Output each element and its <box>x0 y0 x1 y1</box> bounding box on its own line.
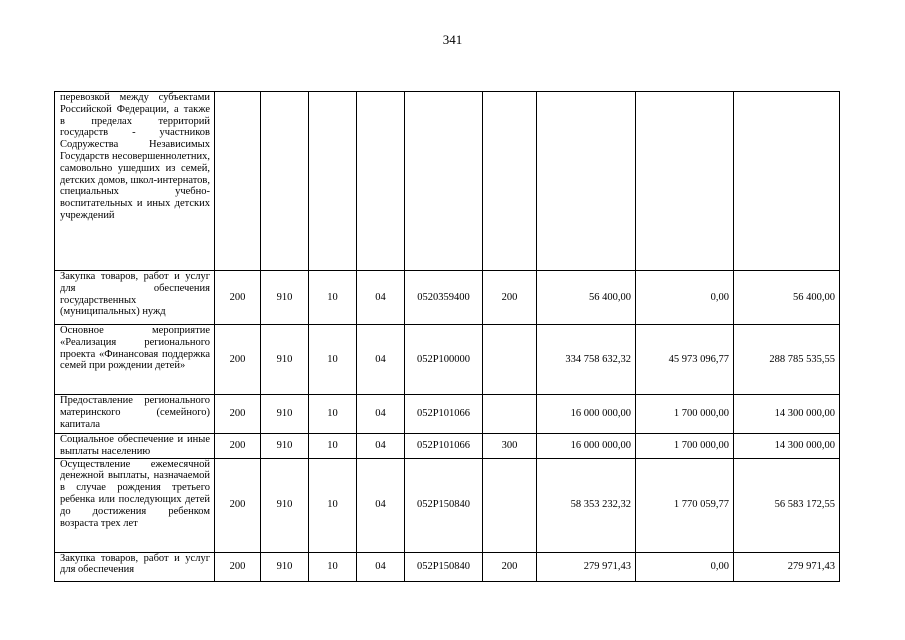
cell-pr: 10 <box>309 395 357 434</box>
cell-ved: 200 <box>215 552 261 581</box>
cell-target-article: 0520359400 <box>405 271 483 325</box>
cell-ved: 200 <box>215 434 261 459</box>
cell-csr: 04 <box>357 434 405 459</box>
cell-target-article: 052P150840 <box>405 552 483 581</box>
cell-pr: 10 <box>309 271 357 325</box>
cell-expense-type: 200 <box>483 552 537 581</box>
cell-expense-type <box>483 458 537 552</box>
cell-ved: 200 <box>215 325 261 395</box>
cell-csr <box>357 92 405 271</box>
cell-target-article: 052P101066 <box>405 395 483 434</box>
cell-pr: 10 <box>309 434 357 459</box>
table-row <box>55 434 840 459</box>
cell-target-article: 052P150840 <box>405 458 483 552</box>
cell-sum-3: 56 400,00 <box>734 271 840 325</box>
row-description: перевозкой между субъектами Российской Федерации, а также в пределах территорий государств - участников Содружества Независимых Государств несовершеннолетних, самовольно ушедших из семей, детских домов, школ-интернатов, специальных учебно-воспитательных и иных детских учреждений <box>55 92 215 271</box>
cell-pr: 10 <box>309 325 357 395</box>
cell-ved: 200 <box>215 458 261 552</box>
cell-sum-2 <box>636 92 734 271</box>
cell-sum-3 <box>734 92 840 271</box>
cell-pr: 10 <box>309 458 357 552</box>
cell-rz: 910 <box>261 325 309 395</box>
cell-rz: 910 <box>261 434 309 459</box>
row-description: Закупка товаров, работ и услуг для обеспечения государственных (муниципальных) нужд <box>55 271 215 325</box>
cell-rz: 910 <box>261 552 309 581</box>
row-description: Закупка товаров, работ и услуг для обеспечения <box>55 552 215 581</box>
cell-sum-1: 16 000 000,00 <box>537 434 636 459</box>
cell-sum-3: 279 971,43 <box>734 552 840 581</box>
cell-expense-type <box>483 325 537 395</box>
row-description: Социальное обеспечение и иные выплаты населению <box>55 434 215 459</box>
cell-csr: 04 <box>357 395 405 434</box>
cell-sum-1: 334 758 632,32 <box>537 325 636 395</box>
cell-rz <box>261 92 309 271</box>
cell-rz: 910 <box>261 395 309 434</box>
cell-target-article: 052P100000 <box>405 325 483 395</box>
cell-expense-type: 200 <box>483 271 537 325</box>
cell-sum-3: 14 300 000,00 <box>734 434 840 459</box>
cell-rz: 910 <box>261 271 309 325</box>
cell-sum-2: 1 700 000,00 <box>636 434 734 459</box>
cell-ved <box>215 92 261 271</box>
cell-ved: 200 <box>215 271 261 325</box>
row-description: Основное мероприятие «Реализация регионального проекта «Финансовая поддержка семей при рождении детей» <box>55 325 215 395</box>
cell-rz: 910 <box>261 458 309 552</box>
cell-sum-1: 16 000 000,00 <box>537 395 636 434</box>
cell-sum-2: 1 770 059,77 <box>636 458 734 552</box>
cell-ved: 200 <box>215 395 261 434</box>
cell-csr: 04 <box>357 458 405 552</box>
cell-sum-3: 14 300 000,00 <box>734 395 840 434</box>
cell-sum-1 <box>537 92 636 271</box>
table-row <box>55 271 840 325</box>
table-row <box>55 552 840 581</box>
cell-csr: 04 <box>357 552 405 581</box>
cell-sum-2: 45 973 096,77 <box>636 325 734 395</box>
cell-target-article <box>405 92 483 271</box>
cell-target-article: 052P101066 <box>405 434 483 459</box>
budget-table <box>54 91 840 582</box>
cell-csr: 04 <box>357 325 405 395</box>
cell-pr <box>309 92 357 271</box>
cell-expense-type: 300 <box>483 434 537 459</box>
table-body <box>55 92 840 582</box>
cell-sum-2: 0,00 <box>636 552 734 581</box>
row-description: Предоставление регионального материнского (семейного) капитала <box>55 395 215 434</box>
cell-sum-1: 58 353 232,32 <box>537 458 636 552</box>
page-number: 341 <box>442 32 463 47</box>
table-row <box>55 325 840 395</box>
cell-sum-2: 1 700 000,00 <box>636 395 734 434</box>
cell-sum-3: 56 583 172,55 <box>734 458 840 552</box>
row-description: Осуществление ежемесячной денежной выплаты, назначаемой в случае рождения третьего ребенка или последующих детей до достижения ребенком возраста трех лет <box>55 458 215 552</box>
table-row <box>55 92 840 271</box>
cell-sum-2: 0,00 <box>636 271 734 325</box>
cell-sum-3: 288 785 535,55 <box>734 325 840 395</box>
table-row <box>55 458 840 552</box>
cell-sum-1: 279 971,43 <box>537 552 636 581</box>
cell-pr: 10 <box>309 552 357 581</box>
cell-csr: 04 <box>357 271 405 325</box>
cell-expense-type <box>483 92 537 271</box>
cell-expense-type <box>483 395 537 434</box>
cell-sum-1: 56 400,00 <box>537 271 636 325</box>
table-row <box>55 395 840 434</box>
